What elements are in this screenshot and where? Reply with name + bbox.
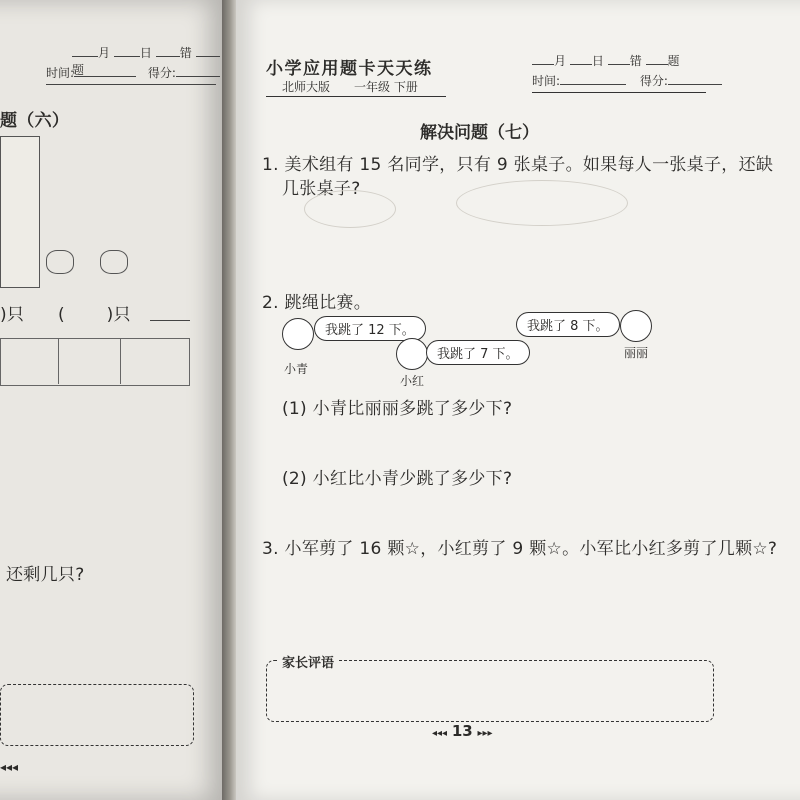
left-fill-line: )只 ( )只 <box>0 305 131 325</box>
header-rule <box>532 92 706 93</box>
question-2-2: (2) 小红比小青少跳了多少下? <box>282 469 513 489</box>
parent-comment-label: 家长评语 <box>278 652 338 671</box>
speech-bubble-xiaoqing: 我跳了 12 下。 <box>314 316 426 341</box>
left-page-marker: ◂◂◂ <box>0 760 19 774</box>
section-title: 解决问题（七） <box>420 123 539 143</box>
question-2-1: (1) 小青比丽丽多跳了多少下? <box>282 399 513 419</box>
header-time-score: 时间: 得分: <box>532 72 722 89</box>
name-lili: 丽丽 <box>624 346 649 360</box>
left-page <box>0 0 228 800</box>
right-page <box>236 0 800 800</box>
left-comment-box <box>0 684 194 746</box>
frog-icon <box>46 250 74 274</box>
ghost-cloud <box>304 190 396 228</box>
question-1: 1. 美术组有 15 名同学，只有 9 张桌子。如果每人一张桌子，还缺 <box>262 155 774 175</box>
left-table <box>0 338 190 438</box>
left-section-title: 题（六） <box>0 111 70 131</box>
left-question-remaining: 还剩几只? <box>6 565 85 585</box>
shrimp-icon <box>150 298 190 321</box>
kid-xiaoqing-icon <box>282 318 314 350</box>
grade-label: 一年级 下册 <box>354 80 418 94</box>
name-xiaohong: 小红 <box>400 374 425 388</box>
speech-bubble-lili: 我跳了 8 下。 <box>516 312 620 337</box>
left-header-time: 时间: 得分: <box>46 64 220 81</box>
kid-xiaohong-icon <box>396 338 428 370</box>
question-2: 2. 跳绳比赛。 <box>262 293 372 313</box>
title-rule <box>266 96 446 97</box>
left-illustration <box>0 136 40 288</box>
frog-icon <box>100 250 128 274</box>
name-xiaoqing: 小青 <box>284 362 309 376</box>
left-header-rule <box>46 84 216 85</box>
book-title: 小学应用题卡天天练 <box>266 59 433 79</box>
kid-lili-icon <box>620 310 652 342</box>
question-1-cont: 几张桌子? <box>282 179 361 199</box>
header-date: 月 日 错 题 <box>532 52 680 69</box>
page-number: ◂◂◂ 13 ▸▸▸ <box>432 722 493 740</box>
question-3: 3. 小军剪了 16 颗☆，小红剪了 9 颗☆。小军比小红多剪了几颗☆? <box>262 539 778 559</box>
ghost-cloud <box>456 180 628 226</box>
speech-bubble-xiaohong: 我跳了 7 下。 <box>426 340 530 365</box>
left-header-date: 月 日 错 题 <box>72 44 228 78</box>
edition-label: 北师大版 <box>282 80 331 94</box>
